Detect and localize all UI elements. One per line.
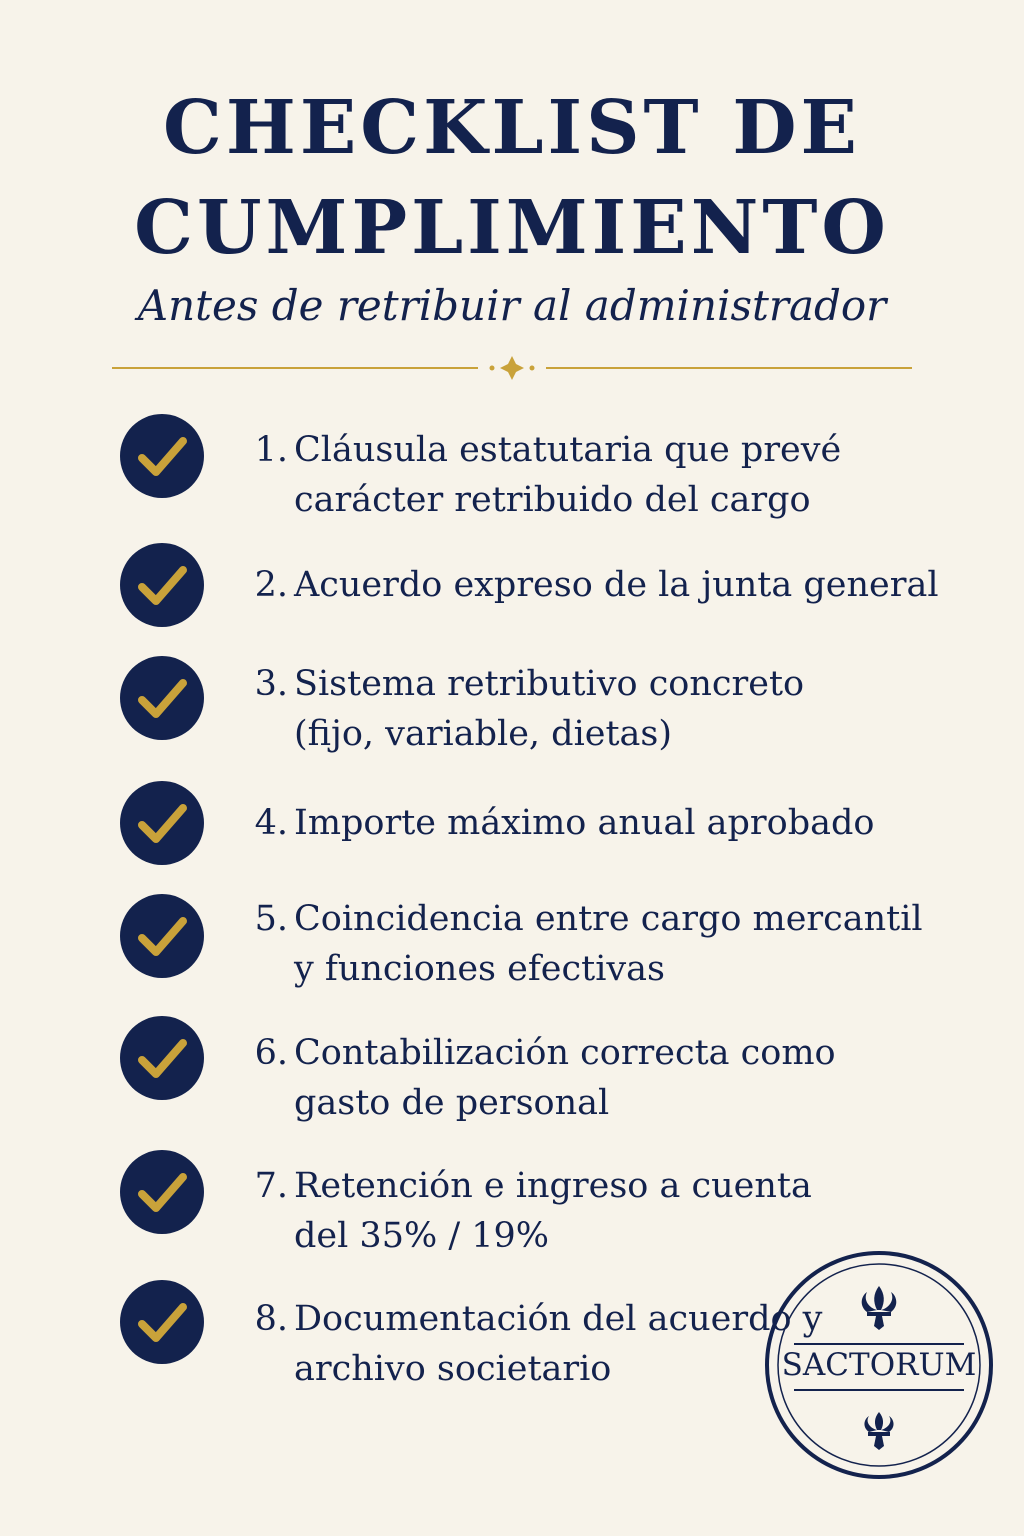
page-title <box>0 78 1024 278</box>
item-text <box>294 659 914 759</box>
check-circle-icon <box>120 414 204 498</box>
sactorum-seal <box>764 1250 994 1480</box>
item-text-line-2: del 35% / 19% <box>294 1216 550 1256</box>
seal-text: SACTORUM <box>781 1347 977 1383</box>
item-number: 4. <box>254 803 288 843</box>
item-number: 2. <box>254 565 288 605</box>
item-text-line-1: Coincidencia entre cargo mercantil <box>294 899 923 939</box>
item-text <box>294 894 923 994</box>
check-circle-icon <box>120 1280 204 1364</box>
diamond-star-icon <box>500 356 524 380</box>
item-text-line-2: (fijo, variable, dietas) <box>294 714 673 754</box>
item-text-line-1: Documentación del acuerdo y <box>294 1299 823 1339</box>
item-number: 5. <box>254 899 288 939</box>
item-text-line-1: Contabilización correcta como <box>294 1033 836 1073</box>
item-text-line-1: Retención e ingreso a cuenta <box>294 1166 812 1206</box>
item-text <box>294 1028 914 1128</box>
item-text <box>294 798 914 848</box>
item-text <box>294 425 914 525</box>
page-subtitle: Antes de retribuir al administrador <box>137 281 887 330</box>
item-text-line-1: Sistema retributivo concreto <box>294 664 805 704</box>
item-text-line-2: carácter retribuido del cargo <box>294 480 811 520</box>
check-circle-icon <box>120 1016 204 1100</box>
item-text-line-2: archivo societario <box>294 1349 612 1389</box>
item-text-line-1: Importe máximo anual aprobado <box>294 803 875 843</box>
item-text-line-2: gasto de personal <box>294 1083 610 1123</box>
item-number: 8. <box>254 1299 288 1339</box>
check-circle-icon <box>120 1150 204 1234</box>
title-line-1: CHECKLIST DE <box>163 85 861 171</box>
item-number: 1. <box>254 430 288 470</box>
item-text <box>294 1161 914 1261</box>
item-text <box>294 1294 823 1394</box>
fleur-de-lis-icon <box>862 1286 897 1330</box>
item-number: 7. <box>254 1166 288 1206</box>
item-text <box>294 560 939 610</box>
item-number: 6. <box>254 1033 288 1073</box>
check-circle-icon <box>120 543 204 627</box>
check-circle-icon <box>120 781 204 865</box>
ornamental-divider <box>112 354 912 382</box>
item-number: 3. <box>254 664 288 704</box>
check-circle-icon <box>120 894 204 978</box>
item-text-line-2: y funciones efectivas <box>294 949 665 989</box>
item-text-line-1: Cláusula estatutaria que prevé <box>294 430 842 470</box>
check-circle-icon <box>120 656 204 740</box>
item-text-line-1: Acuerdo expreso de la junta general <box>294 565 939 605</box>
fleur-de-lis-icon <box>864 1412 893 1450</box>
title-line-2: CUMPLIMIENTO <box>134 185 890 271</box>
